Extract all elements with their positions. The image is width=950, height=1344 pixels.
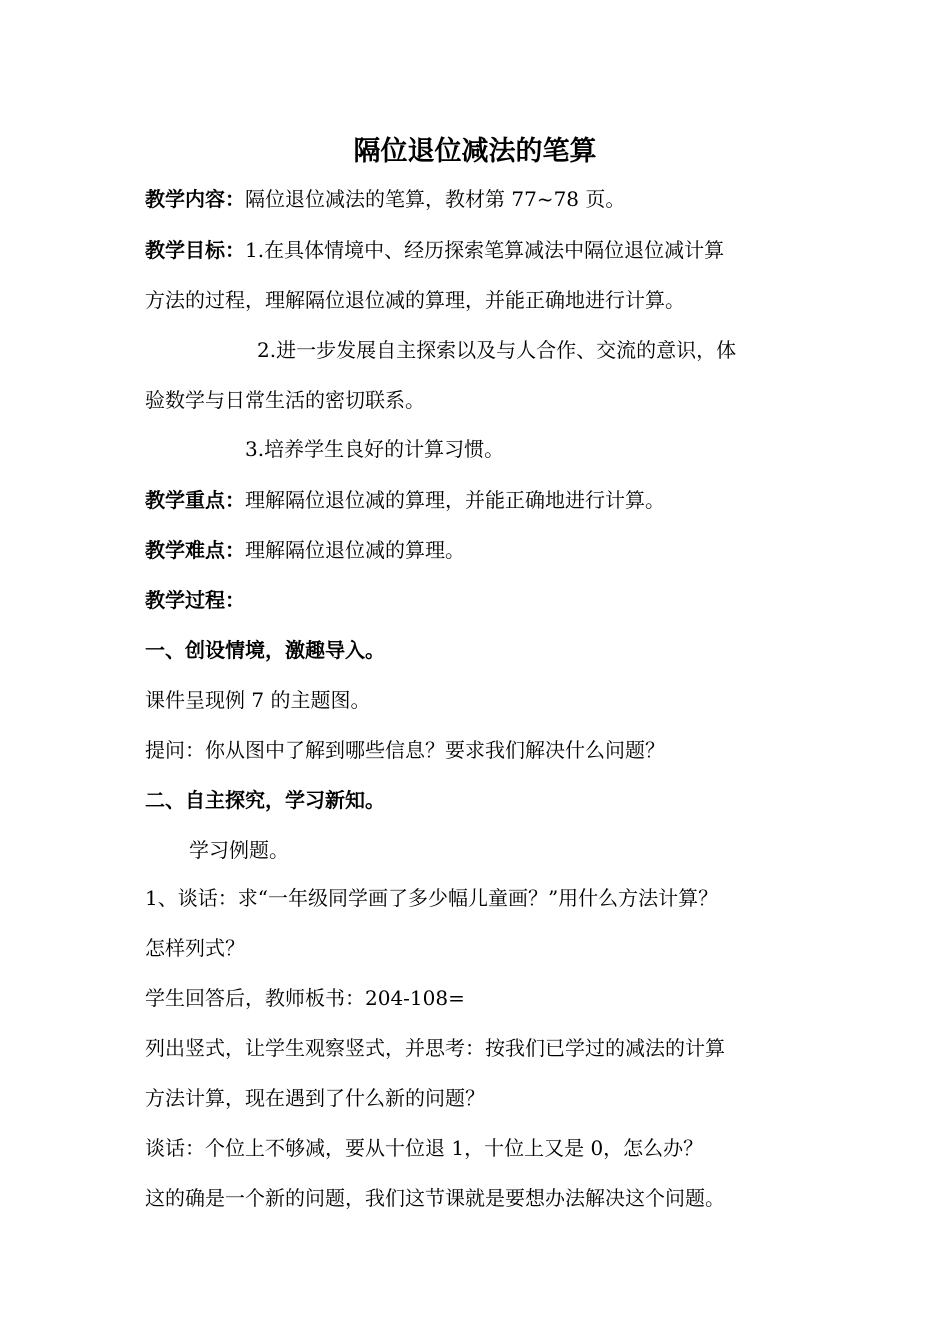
key-point-text: 理解隔位退位减的算理，并能正确地进行计算。 bbox=[245, 488, 665, 512]
section-2-heading: 二、自主探究，学习新知。 bbox=[145, 788, 385, 812]
objective-1-line-2: 方法的过程，理解隔位退位减的算理，并能正确地进行计算。 bbox=[145, 288, 685, 312]
section-2-line-7: 谈话：个位上不够减，要从十位退 1，十位上又是 0，怎么办？ bbox=[145, 1136, 704, 1160]
teaching-objectives-label: 教学目标： bbox=[145, 238, 245, 262]
section-1-line-2: 提问：你从图中了解到哪些信息？要求我们解决什么问题？ bbox=[145, 738, 665, 762]
section-2-line-1: 学习例题。 bbox=[189, 838, 289, 862]
difficulty-label: 教学难点： bbox=[145, 538, 245, 562]
objective-2-line-2: 验数学与日常生活的密切联系。 bbox=[145, 388, 425, 412]
section-2-line-5: 列出竖式，让学生观察竖式，并思考：按我们已学过的减法的计算 bbox=[145, 1036, 725, 1060]
objective-3: 3.培养学生良好的计算习惯。 bbox=[245, 437, 505, 461]
teaching-content-label: 教学内容： bbox=[145, 187, 245, 211]
section-2-line-6: 方法计算，现在遇到了什么新的问题？ bbox=[145, 1086, 485, 1110]
teaching-process-label: 教学过程： bbox=[145, 588, 245, 612]
teaching-objectives-line bbox=[145, 236, 724, 264]
teaching-content-text: 隔位退位减法的笔算，教材第 77~78 页。 bbox=[245, 187, 626, 211]
difficulty-line bbox=[145, 536, 465, 564]
document-title: 隔位退位减法的笔算 bbox=[353, 136, 597, 167]
objective-1-line-1: 1.在具体情境中、经历探索笔算减法中隔位退位减计算 bbox=[245, 238, 725, 262]
key-point-line bbox=[145, 486, 665, 514]
objective-2-line-1: 2.进一步发展自主探索以及与人合作、交流的意识，体 bbox=[257, 338, 737, 362]
section-2-line-3: 怎样列式？ bbox=[145, 936, 245, 960]
section-1-line-1: 课件呈现例 7 的主题图。 bbox=[145, 688, 371, 712]
section-2-line-8: 这的确是一个新的问题，我们这节课就是要想办法解决这个问题。 bbox=[145, 1186, 725, 1210]
section-2-line-4: 学生回答后，教师板书：204-108= bbox=[145, 986, 465, 1010]
key-point-label: 教学重点： bbox=[145, 488, 245, 512]
section-1-heading: 一、创设情境，激趣导入。 bbox=[145, 638, 385, 662]
teaching-content-line bbox=[145, 185, 625, 213]
difficulty-text: 理解隔位退位减的算理。 bbox=[245, 538, 465, 562]
section-2-line-2: 1、谈话：求“一年级同学画了多少幅儿童画？”用什么方法计算？ bbox=[145, 886, 719, 910]
